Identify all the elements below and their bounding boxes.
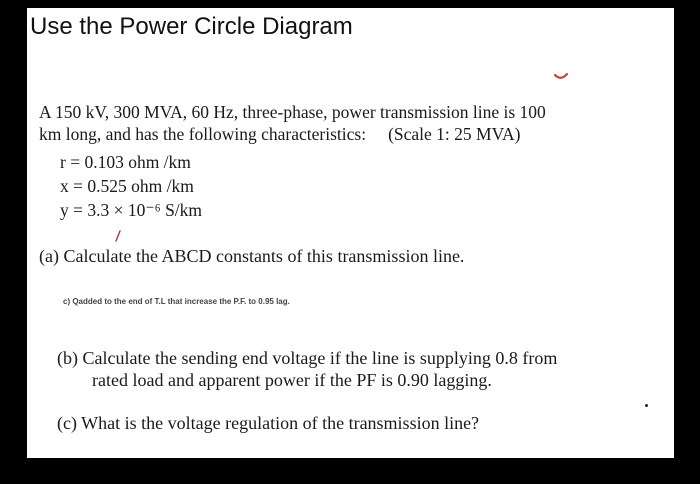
question-sheet	[27, 8, 674, 458]
stray-dot	[645, 404, 648, 407]
pen-tick-mark	[115, 230, 121, 242]
question-c: (c) What is the voltage regulation of the transmission line?	[57, 413, 480, 433]
page-title: Use the Power Circle Diagram	[30, 13, 353, 40]
problem-statement-line-2	[39, 124, 520, 145]
question-a: (a) Calculate the ABCD constants of this transmission line.	[39, 246, 465, 266]
question-c-small-print: c) Qadded to the end of T.L that increase the P.F. to 0.95 lag.	[63, 297, 290, 306]
problem-statement-text: km long, and has the following characteristics:	[39, 124, 367, 144]
problem-statement-line-1: A 150 kV, 300 MVA, 60 Hz, three-phase, power transmission line is 100	[39, 102, 546, 122]
red-pen-mark	[554, 72, 568, 82]
resistance-value: r = 0.103 ohm /km	[60, 152, 191, 172]
scale-note: (Scale 1: 25 MVA)	[388, 124, 521, 144]
question-b-line-1: (b) Calculate the sending end voltage if the line is supplying 0.8 from	[57, 348, 558, 368]
admittance-value: y = 3.3 × 10⁻⁶ S/km	[60, 200, 203, 220]
reactance-value: x = 0.525 ohm /km	[60, 176, 194, 196]
question-b-line-2: rated load and apparent power if the PF is 0.90 lagging.	[92, 370, 492, 390]
